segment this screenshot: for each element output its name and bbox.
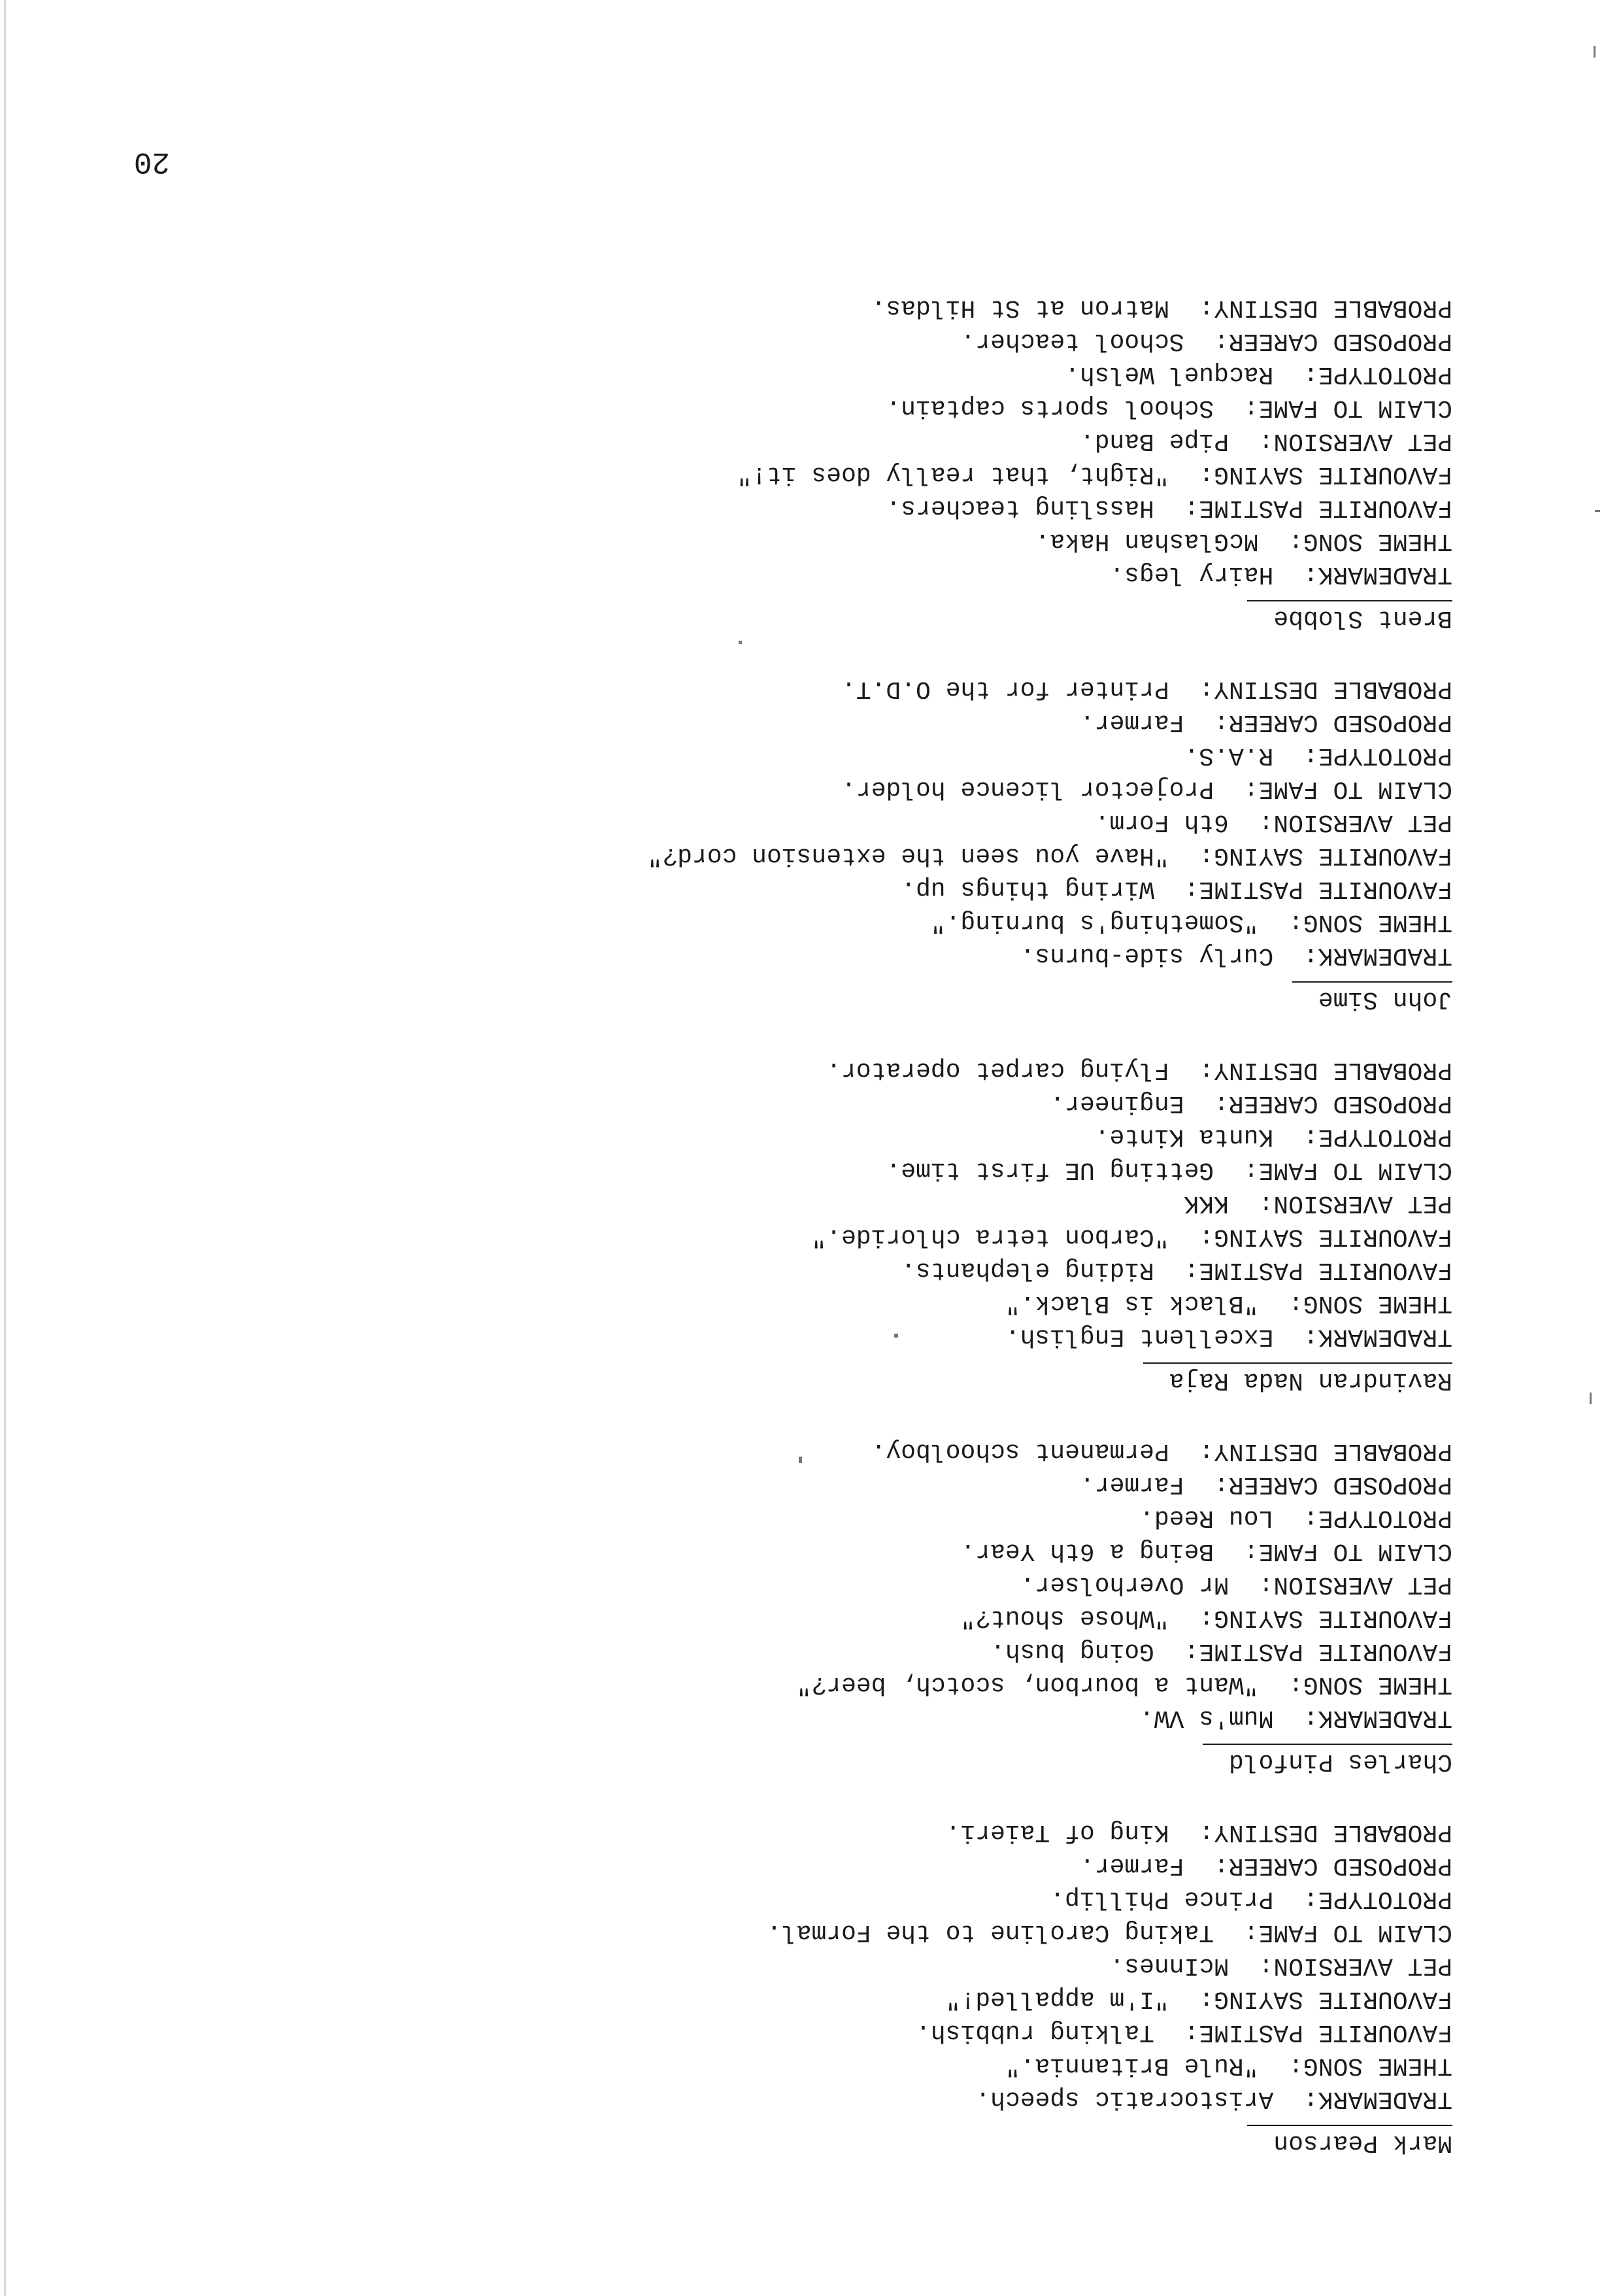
- field-value: Flying carpet operator.: [826, 1056, 1169, 1084]
- field-value: Talking rubbish.: [916, 2018, 1154, 2046]
- field-value: Hairy legs.: [1109, 560, 1274, 588]
- profile-field-theme-song: [537, 905, 1452, 939]
- profile-field-probable-destiny: [537, 291, 1452, 324]
- field-label: PROPOSED CAREER:: [1214, 1470, 1452, 1498]
- field-label: CLAIM TO FAME:: [1243, 1156, 1452, 1184]
- field-label: PROBABLE DESTINY:: [1199, 1056, 1452, 1084]
- field-label: THEME SONG:: [1288, 1289, 1452, 1317]
- profile-field-favourite-saying: [537, 1601, 1452, 1634]
- field-value: "Black is Black.": [1005, 1289, 1259, 1317]
- profile-field-prototype: [537, 358, 1452, 391]
- field-value: "Carbon tetra chloride.": [811, 1223, 1169, 1251]
- field-value: Printer for the O.D.T.: [841, 675, 1169, 703]
- profile-field-claim-to-fame: [537, 1153, 1452, 1187]
- field-label: PROBABLE DESTINY:: [1199, 675, 1452, 703]
- profile-field-theme-song: [537, 1287, 1452, 1320]
- field-value: Farmer.: [1079, 708, 1184, 736]
- profile-field-favourite-pastime: [537, 491, 1452, 524]
- profile-field-favourite-pastime: [537, 1253, 1452, 1287]
- profile-field-claim-to-fame: [537, 391, 1452, 424]
- field-value: Prince Phillip.: [1050, 1885, 1274, 1913]
- field-label: TRADEMARK:: [1303, 1323, 1452, 1351]
- field-label: PROTOTYPE:: [1303, 741, 1452, 769]
- profile-name: Brent Slobbe: [1247, 600, 1452, 634]
- profile-field-proposed-career: [537, 1849, 1452, 1882]
- profile-field-trademark: [537, 1701, 1452, 1734]
- profile-field-probable-destiny: [537, 1053, 1452, 1087]
- field-value: Taking Caroline to the Formal.: [767, 1918, 1214, 1946]
- field-value: McInnes.: [1109, 1951, 1229, 1980]
- profile-field-trademark: [537, 558, 1452, 591]
- field-value: Being a 6th Year.: [960, 1537, 1214, 1565]
- field-label: PROPOSED CAREER:: [1214, 327, 1452, 355]
- profile-entry: [537, 672, 1452, 1015]
- field-label: THEME SONG:: [1288, 527, 1452, 555]
- profile-field-prototype: [537, 1882, 1452, 1916]
- field-value: School teacher.: [960, 327, 1184, 355]
- field-label: CLAIM TO FAME:: [1243, 775, 1452, 803]
- profile-field-proposed-career: [537, 1468, 1452, 1501]
- field-value: "Right, that really does it!": [737, 460, 1169, 488]
- profile-entry: [537, 291, 1452, 634]
- field-value: Permanent schoolboy.: [871, 1437, 1169, 1465]
- profile-name: Charles Pinfold: [1203, 1744, 1452, 1778]
- field-value: King of Taieri.: [945, 1818, 1169, 1846]
- field-label: PROTOTYPE:: [1303, 1885, 1452, 1913]
- field-label: TRADEMARK:: [1303, 2085, 1452, 2113]
- field-label: FAVOURITE PASTIME:: [1184, 1256, 1452, 1284]
- field-label: PROTOTYPE:: [1303, 1123, 1452, 1151]
- profile-field-probable-destiny: [537, 1815, 1452, 1849]
- profile-field-probable-destiny: [537, 1434, 1452, 1468]
- field-value: Excellent English.: [1005, 1323, 1274, 1351]
- profile-field-favourite-pastime: [537, 2016, 1452, 2049]
- field-value: Aristocratic speech.: [975, 2085, 1274, 2113]
- profile-field-pet-aversion: [537, 1949, 1452, 1982]
- profile-field-prototype: [537, 1120, 1452, 1153]
- field-value: "Something's burning.": [930, 908, 1259, 936]
- field-label: FAVOURITE PASTIME:: [1184, 494, 1452, 522]
- field-label: FAVOURITE SAYING:: [1199, 1604, 1452, 1632]
- field-value: "I'm appalled!": [945, 1985, 1169, 2013]
- field-label: FAVOURITE SAYING:: [1199, 841, 1452, 869]
- field-label: TRADEMARK:: [1303, 560, 1452, 588]
- field-value: Lou Reed.: [1139, 1504, 1274, 1532]
- profile-field-claim-to-fame: [537, 1534, 1452, 1568]
- profile-entry: [537, 1815, 1452, 2159]
- profile-field-prototype: [537, 1501, 1452, 1534]
- profile-field-claim-to-fame: [537, 772, 1452, 805]
- field-value: Matron at St Hildas.: [871, 294, 1169, 322]
- profile-field-favourite-saying: [537, 1220, 1452, 1253]
- profile-field-favourite-saying: [537, 839, 1452, 872]
- field-label: FAVOURITE SAYING:: [1199, 1985, 1452, 2013]
- field-value: "Whose shout?": [960, 1604, 1169, 1632]
- field-value: School sports captain.: [886, 394, 1214, 422]
- field-value: Racquel Welsh.: [1065, 360, 1274, 388]
- field-value: Curly side-burns.: [1020, 941, 1274, 970]
- profile-field-pet-aversion: [537, 424, 1452, 458]
- field-label: PROBABLE DESTINY:: [1199, 294, 1452, 322]
- field-value: Engineer.: [1050, 1089, 1184, 1117]
- profile-field-pet-aversion: [537, 1568, 1452, 1601]
- profile-name: Mark Pearson: [1247, 2125, 1452, 2159]
- field-label: PROPOSED CAREER:: [1214, 708, 1452, 736]
- field-value: 6th Form.: [1094, 808, 1229, 836]
- field-value: "Have you seen the extension cord?": [647, 841, 1169, 869]
- profile-entry: [537, 1434, 1452, 1778]
- field-label: THEME SONG:: [1288, 2051, 1452, 2080]
- profile-field-proposed-career: [537, 324, 1452, 358]
- profile-field-trademark: [537, 939, 1452, 972]
- profile-field-pet-aversion: [537, 1187, 1452, 1220]
- field-label: FAVOURITE PASTIME:: [1184, 2018, 1452, 2046]
- profile-field-theme-song: [537, 2049, 1452, 2082]
- field-label: PROTOTYPE:: [1303, 1504, 1452, 1532]
- field-label: PET AVERSION:: [1258, 1189, 1452, 1217]
- profile-field-favourite-saying: [537, 1982, 1452, 2016]
- page-number: 20: [133, 144, 170, 178]
- field-label: PET AVERSION:: [1258, 1951, 1452, 1980]
- field-label: CLAIM TO FAME:: [1243, 394, 1452, 422]
- field-value: KKK: [1184, 1189, 1229, 1217]
- field-value: Mum's VW.: [1139, 1704, 1274, 1732]
- profile-field-proposed-career: [537, 1087, 1452, 1120]
- field-label: CLAIM TO FAME:: [1243, 1537, 1452, 1565]
- profile-field-favourite-pastime: [537, 1634, 1452, 1668]
- profile-field-trademark: [537, 1320, 1452, 1353]
- profile-name: Ravindran Nada Raja: [1143, 1362, 1452, 1396]
- field-label: PROTOTYPE:: [1303, 360, 1452, 388]
- field-label: PROBABLE DESTINY:: [1199, 1437, 1452, 1465]
- field-value: Riding elephants.: [901, 1256, 1154, 1284]
- field-label: CLAIM TO FAME:: [1243, 1918, 1452, 1946]
- profile-field-trademark: [537, 2082, 1452, 2116]
- profile-entry: [537, 1053, 1452, 1396]
- profile-list: [537, 253, 1452, 2159]
- field-label: PROPOSED CAREER:: [1214, 1089, 1452, 1117]
- field-value: "Rule Britannia.": [1005, 2051, 1259, 2080]
- profile-name: John Sime: [1292, 981, 1452, 1015]
- profile-field-favourite-saying: [537, 458, 1452, 491]
- profile-field-proposed-career: [537, 705, 1452, 739]
- field-value: "Want a bourbon, scotch, beer?": [796, 1670, 1259, 1698]
- field-value: R.A.S.: [1184, 741, 1274, 769]
- field-label: FAVOURITE SAYING:: [1199, 1223, 1452, 1251]
- profile-field-claim-to-fame: [537, 1916, 1452, 1949]
- field-label: TRADEMARK:: [1303, 1704, 1452, 1732]
- field-value: Mr Overholser.: [1020, 1570, 1229, 1598]
- field-label: THEME SONG:: [1288, 1670, 1452, 1698]
- field-value: Farmer.: [1079, 1851, 1184, 1880]
- field-label: PET AVERSION:: [1258, 1570, 1452, 1598]
- field-value: Projector licence holder.: [841, 775, 1214, 803]
- field-label: PROPOSED CAREER:: [1214, 1851, 1452, 1880]
- field-label: PET AVERSION:: [1258, 427, 1452, 455]
- field-label: FAVOURITE PASTIME:: [1184, 1637, 1452, 1665]
- field-label: FAVOURITE SAYING:: [1199, 460, 1452, 488]
- field-value: Hassling teachers.: [886, 494, 1154, 522]
- profile-field-probable-destiny: [537, 672, 1452, 705]
- profile-field-prototype: [537, 739, 1452, 772]
- field-value: Pipe Band.: [1079, 427, 1229, 455]
- field-value: McGlashan Haka.: [1035, 527, 1259, 555]
- field-label: PET AVERSION:: [1258, 808, 1452, 836]
- field-value: Getting UE first time.: [886, 1156, 1214, 1184]
- field-value: Farmer.: [1079, 1470, 1184, 1498]
- profile-field-pet-aversion: [537, 805, 1452, 839]
- field-label: PROBABLE DESTINY:: [1199, 1818, 1452, 1846]
- field-label: THEME SONG:: [1288, 908, 1452, 936]
- profile-field-theme-song: [537, 1668, 1452, 1701]
- field-label: FAVOURITE PASTIME:: [1184, 875, 1452, 903]
- profile-field-favourite-pastime: [537, 872, 1452, 905]
- field-label: TRADEMARK:: [1303, 941, 1452, 970]
- profile-field-theme-song: [537, 524, 1452, 558]
- field-value: Going bush.: [990, 1637, 1154, 1665]
- field-value: Wiring things up.: [901, 875, 1154, 903]
- field-value: Kunta Kinte.: [1094, 1123, 1274, 1151]
